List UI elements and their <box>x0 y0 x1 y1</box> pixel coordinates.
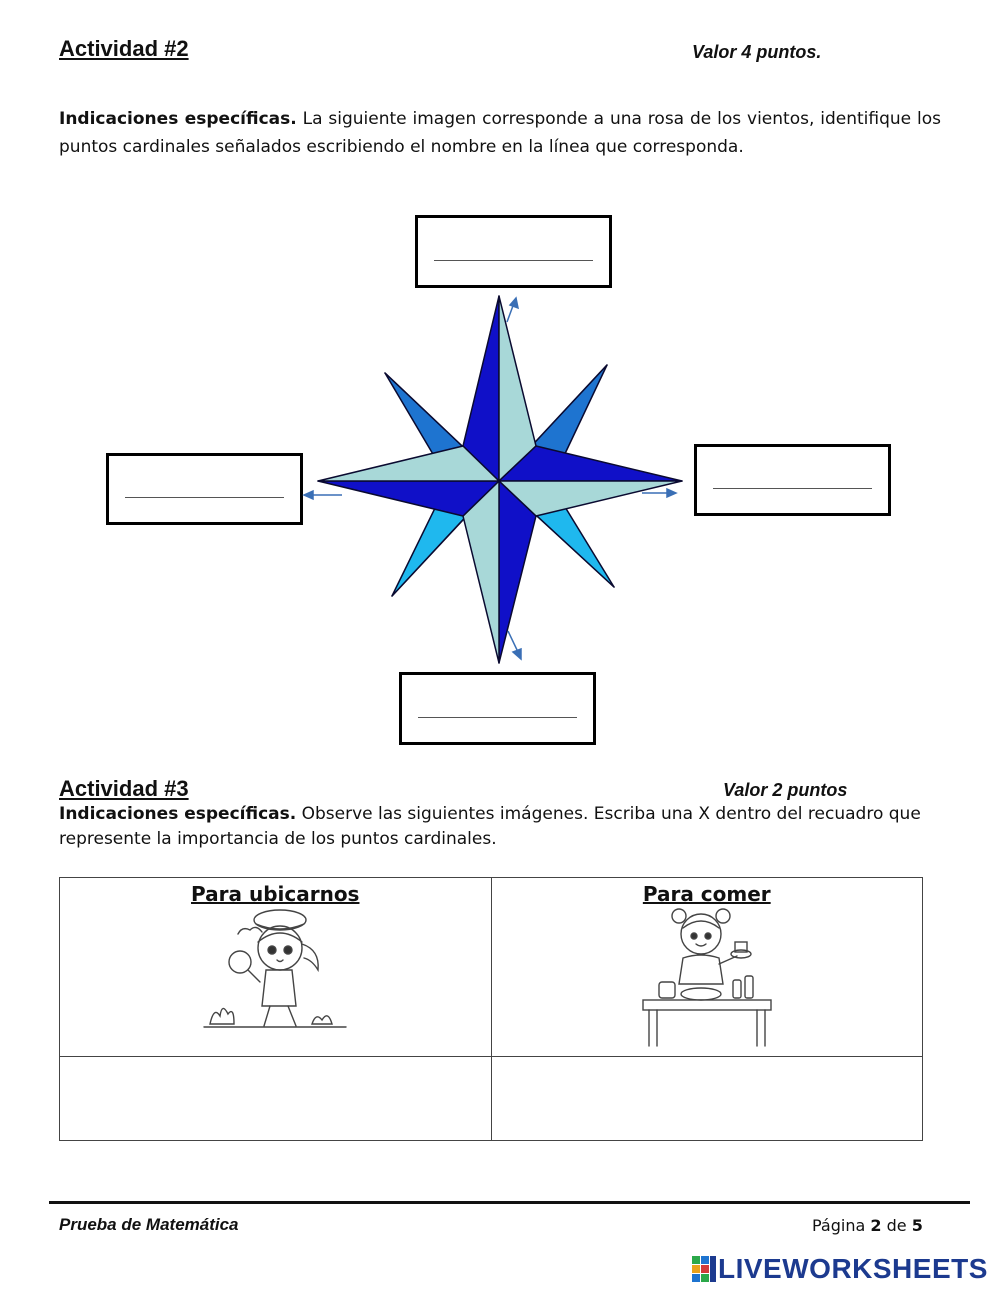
activity2-title: Actividad #2 <box>59 36 189 61</box>
page-sep: de <box>886 1216 907 1235</box>
instruction-text: La siguiente imagen corresponde a una rosa de los vientos, identifique los puntos cardinales señalados escribiendo el nombre en la línea que corresponda. <box>59 109 942 157</box>
page-current: 2 <box>870 1216 882 1235</box>
south-arrow <box>508 631 518 652</box>
explorer-girl-drawing <box>200 906 350 1032</box>
instruction-text: Observe las siguientes imágenes. Escriba una X dentro del recuadro que represente la importancia de los puntos cardinales. <box>59 804 921 849</box>
options-table <box>59 877 923 1141</box>
answer-cell-comer[interactable] <box>491 1057 923 1141</box>
girl-eating-drawing <box>637 906 777 1048</box>
west-arrowhead <box>304 491 313 499</box>
answer-cell-ubicarnos[interactable] <box>60 1057 492 1141</box>
activity3-title: Actividad #3 <box>59 776 189 801</box>
footer-rule <box>49 1201 970 1204</box>
brand-name: LIVEWORKSHEETS <box>718 1253 988 1284</box>
option-label-ubicarnos: Para ubicarnos <box>191 882 360 906</box>
activity3-value: Valor 2 puntos <box>723 780 848 800</box>
activity2-value: Valor 4 puntos. <box>692 42 822 62</box>
brand-logo[interactable] <box>692 1253 988 1285</box>
south-arrowhead <box>513 649 521 659</box>
activity3-instructions <box>59 802 949 852</box>
page-indicator <box>812 1216 923 1235</box>
instruction-label: Indicaciones específicas. <box>59 804 297 824</box>
north-arrowhead <box>510 298 518 308</box>
liveworksheets-logo-icon <box>692 1254 718 1284</box>
east-arrowhead <box>667 489 676 497</box>
option-cell-comer <box>491 878 923 1057</box>
footer-subject: Prueba de Matemática <box>59 1215 239 1234</box>
page-total: 5 <box>911 1216 923 1235</box>
instruction-label: Indicaciones específicas. <box>59 109 297 129</box>
page-word: Página <box>812 1216 866 1235</box>
option-cell-ubicarnos <box>60 878 492 1057</box>
option-label-comer: Para comer <box>642 882 771 906</box>
